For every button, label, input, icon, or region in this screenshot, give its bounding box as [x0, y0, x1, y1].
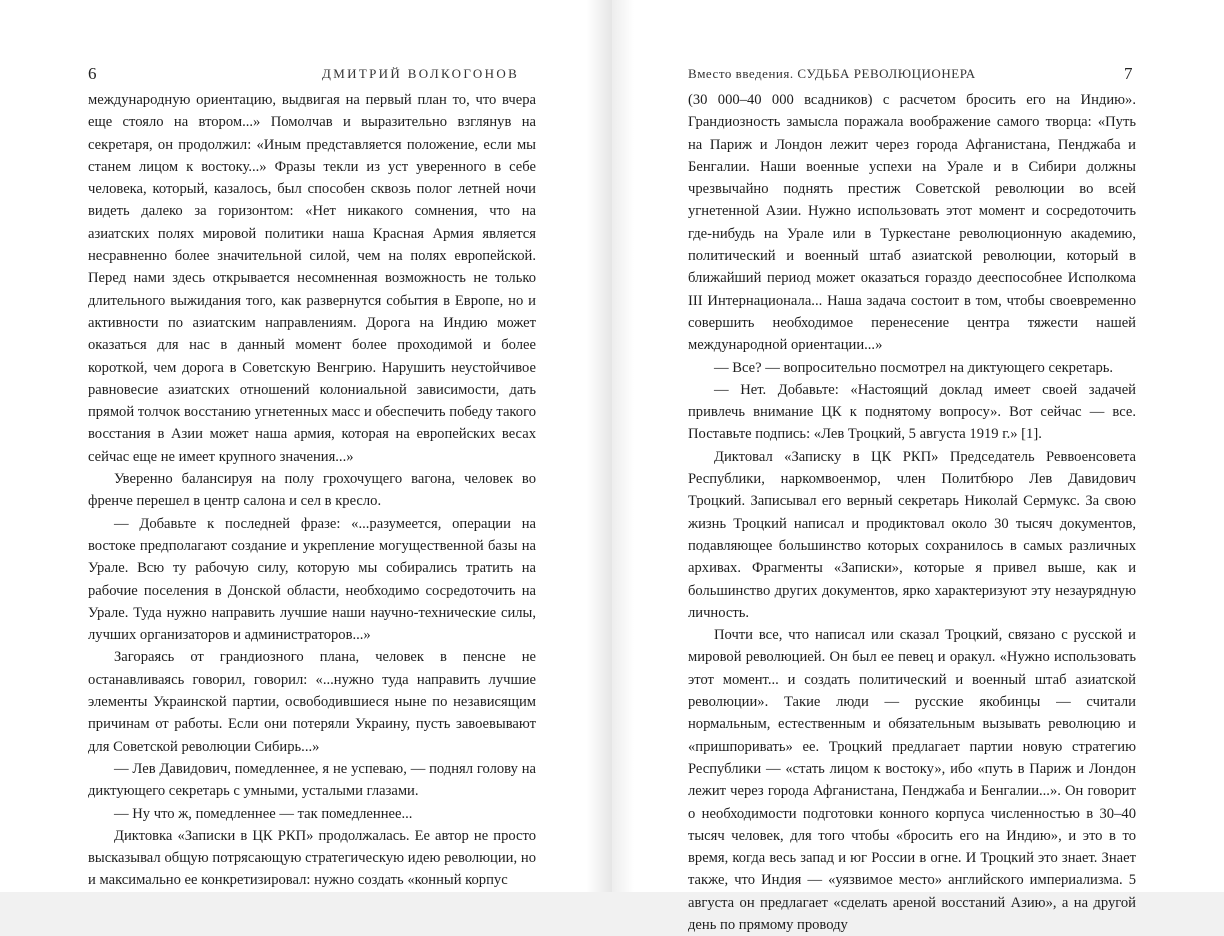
- paragraph: Загораясь от грандиозного плана, человек в пенсне не останавливаясь говорил, говорил: «...нужно туда направить лучшие элементы Украинской партии, освободившиеся ныне по независящим причинам от работы. Если они потеряли Украину, пусть завоевывают для Советской революции Сибирь...»: [88, 649, 536, 755]
- page-number-right: 7: [1124, 64, 1133, 83]
- dialog-line: — Лев Давидович, помедленнее, я не успеваю, — поднял голову на диктующего секретарь с умными, усталыми глазами.: [88, 760, 536, 800]
- running-head-left: ДМИТРИЙ ВОЛКОГОНОВ: [322, 66, 520, 81]
- left-page-text: [88, 89, 536, 892]
- running-head-right: Вместо введения. СУДЬБА РЕВОЛЮЦИОНЕРА: [688, 66, 976, 81]
- dialog-line: — Ну что ж, помедленнее — так помедленнее...: [114, 805, 413, 822]
- right-page: [612, 0, 1224, 933]
- paragraph: Уверенно балансируя на полу грохочущего вагона, человек во френче перешел в центр салона и сел в кресло.: [88, 471, 536, 510]
- page-number-left: 6: [88, 64, 97, 83]
- paragraph: Диктовал «Записку в ЦК РКП» Председатель Реввоенсовета Республики, наркомвоенмор, член Политбюро Лев Давидович Троцкий. Записывал его верный секретарь Николай Сермукс. За свою жизнь Троцкий написал и продиктовал около 30 тысяч документов, подавляющее большинство которых сохранилось в самых различных архивах. Фрагменты «Записки», которые я привел выше, как и большинство других документов, ярко характеризуют эту незаурядную личность.: [688, 448, 1136, 621]
- dialog-line: — Добавьте к последней фразе: «...разумеется, операции на востоке предполагают создание и укрепление могущественной базы на Урале. Всю ту рабочую силу, которую мы собирались тратить на рабочие поселения в Донской области, необходимо сосредоточить на Урале. Туда нужно направить лучшие наши научно-технические силы, лучших организаторов и администраторов...»: [88, 515, 536, 644]
- paragraph: Почти все, что написал или сказал Троцкий, связано с русской и мировой революцией. Он был ее певец и оракул. «Нужно использовать этот момент... и создать политический и военный штаб азиатской революции». Такие люди — русские якобинцы — считали нормальным, естественным и обязательным вызывать революцию и «пришпоривать» ее. Троцкий предлагает партии новую стратегию Республики — «стать лицом к востоку», ибо «путь в Париж и Лондон лежит через города Афганистана, Пенджаба и Бенгалии...». Он говорит о необходимости подготовки конного корпуса численностью в 30–40 тысяч человек, для того чтобы «бросить его на Индию», и это в то время, когда весь запад и юг России в огне. И Троцкий это знает. Знает также, что Индия — «уязвимое место» английского империализма. 5 августа он предлагает «сделать ареной восстаний Азию», а на другой день по прямому проводу: [688, 627, 1136, 933]
- gutter-shadow: [586, 0, 612, 892]
- dialog-line: — Все? — вопросительно посмотрел на диктующего секретарь.: [714, 359, 1114, 376]
- paragraph: (30 000–40 000 всадников) с расчетом бросить его на Индию». Грандиозность замысла поражала воображение самого творца: «Путь на Париж и Лондон лежит через города Афганистана, Пенджаба и Бенгалии. Наши военные успехи на Урале и в Сибири должны чрезвычайно поднять престиж Советской революции во всей угнетенной Азии. Нужно использовать этот момент и сосредоточить где-нибудь на Урале или в Туркестане революционную академию, политический и военный штаб азиатской революции, который в ближайший период может оказаться гораздо дееспособнее Исполкома III Интернационала... Наша задача состоит в том, чтобы своевременно совершить необходимое перенесение центра тяжести нашей международной ориентации...»: [688, 92, 1136, 354]
- left-page: [0, 0, 612, 892]
- paragraph: международную ориентацию, выдвигая на первый план то, что вчера еще стояло на втором...» Помолчав и выразительно взглянув на секретаря, он продолжил: «Иным представляется положение, если мы станем лицом к востоку...» Фразы текли из уст уверенного в себе человека, который, казалось, был способен сквозь полог летней ночи видеть далеко за горизонтом: «Нет никакого сомнения, что на азиатских полях мировой политики наша Красная Армия является несравненно более значительной силой, чем на полях европейской. Перед нами здесь открывается несомненная возможность не только длительного выжидания того, как развернутся события в Европе, но и активности по азиатским направлениям. Дорога на Индию может оказаться для нас в данный момент более проходимой и более короткой, чем дорога в Советскую Венгрию. Нарушить неустойчивое равновесие азиатских отношений колониальной зависимости, дать прямой толчок восстанию угнетенных масс и обеспечить победу такого восстания в Азии может наша армия, которая на европейских весах сейчас еще не имеет крупного значения...»: [88, 92, 536, 465]
- gutter-shadow: [612, 0, 634, 892]
- paragraph: Диктовка «Записки в ЦК РКП» продолжалась. Ее автор не просто высказывал общую потрясающую стратегическую идею революции, но и максимально ее конкретизировал: нужно создать «конный корпус: [88, 827, 536, 889]
- dialog-line: — Нет. Добавьте: «Настоящий доклад имеет своей задачей привлечь внимание ЦК к поднятому вопросу». Вот сейчас — все. Поставьте подпись: «Лев Троцкий, 5 августа 1919 г.» [1].: [688, 381, 1136, 443]
- right-page-text: [688, 89, 1136, 936]
